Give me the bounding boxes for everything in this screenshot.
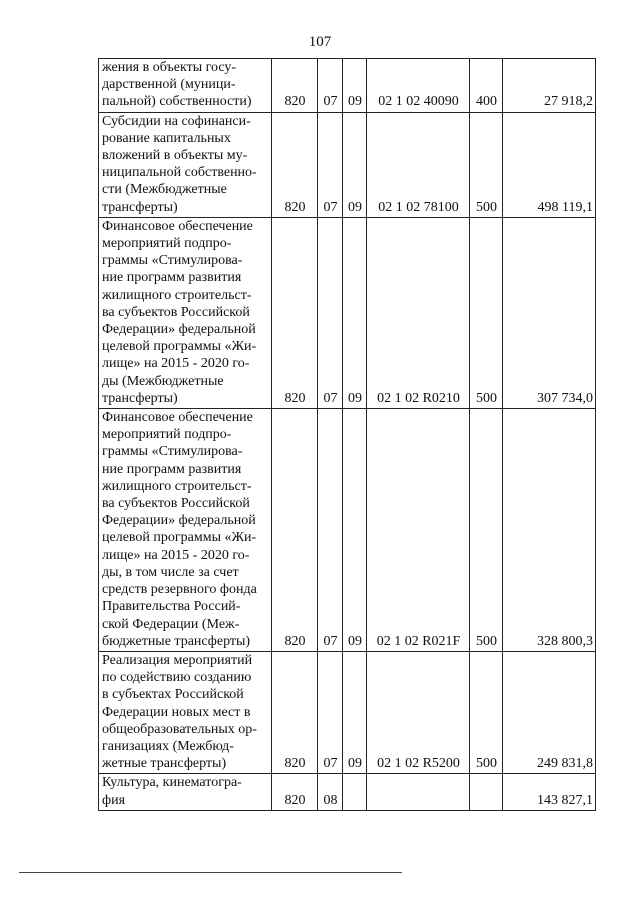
expense-name-cell: Финансовое обеспечение мероприятий подпро- граммы «Стимулирова- ние программ развития жилищного строительст- ва субъектов Российской Федерации» федеральной целевой программы «Жи- лище» на 2015 - 2020 го- ды, в том числе за счет средств резервного фонда Правительства Россий- ской Федерации (Меж- бюджетные трансферты): [99, 409, 272, 652]
target-article-cell: 02 1 02 R5200: [367, 651, 470, 773]
expense-type-cell: 500: [470, 651, 503, 773]
expense-name-cell: жения в объекты госу- дарственной (муници- пальной) собственности): [99, 59, 272, 113]
subsection-code-cell: [343, 774, 367, 810]
page-number: 107: [308, 34, 332, 50]
budget-table: [98, 58, 596, 811]
section-code-cell: 08: [318, 774, 343, 810]
amount-cell: 249 831,8: [503, 651, 596, 773]
section-code-cell: 07: [318, 59, 343, 113]
admin-code-cell: 820: [272, 217, 318, 408]
section-code-cell: 07: [318, 112, 343, 217]
section-code-cell: 07: [318, 651, 343, 773]
expense-name-cell: Реализация мероприятий по содействию созданию в субъектах Российской Федерации новых мест в общеобразовательных ор- ганизациях (Межбюд- жетные трансферты): [99, 651, 272, 773]
target-article-cell: 02 1 02 R0210: [367, 217, 470, 408]
table-row: [99, 409, 596, 652]
amount-cell: 328 800,3: [503, 409, 596, 652]
admin-code-cell: 820: [272, 112, 318, 217]
table-row: [99, 651, 596, 773]
target-article-cell: 02 1 02 R021F: [367, 409, 470, 652]
subsection-code-cell: 09: [343, 112, 367, 217]
section-code-cell: 07: [318, 409, 343, 652]
expense-type-cell: 400: [470, 59, 503, 113]
expense-type-cell: 500: [470, 112, 503, 217]
table-body: [99, 59, 596, 811]
target-article-cell: 02 1 02 78100: [367, 112, 470, 217]
amount-cell: 143 827,1: [503, 774, 596, 810]
expense-name-cell: Финансовое обеспечение мероприятий подпро- граммы «Стимулирова- ние программ развития жилищного строительст- ва субъектов Российской Федерации» федеральной целевой программы «Жи- лище» на 2015 - 2020 го- ды (Межбюджетные трансферты): [99, 217, 272, 408]
admin-code-cell: 820: [272, 651, 318, 773]
amount-cell: 307 734,0: [503, 217, 596, 408]
admin-code-cell: 820: [272, 774, 318, 810]
amount-cell: 498 119,1: [503, 112, 596, 217]
admin-code-cell: 820: [272, 409, 318, 652]
table-row: [99, 217, 596, 408]
table-row: [99, 112, 596, 217]
expense-type-cell: 500: [470, 409, 503, 652]
subsection-code-cell: 09: [343, 651, 367, 773]
expense-name-cell: Культура, кинематогра- фия: [99, 774, 272, 810]
table-row: [99, 774, 596, 810]
footnote-rule: [19, 872, 402, 873]
expense-type-cell: 500: [470, 217, 503, 408]
subsection-code-cell: 09: [343, 217, 367, 408]
subsection-code-cell: 09: [343, 409, 367, 652]
expense-type-cell: [470, 774, 503, 810]
table-row: [99, 59, 596, 113]
section-code-cell: 07: [318, 217, 343, 408]
subsection-code-cell: 09: [343, 59, 367, 113]
expense-name-cell: Субсидии на софинанси- рование капитальных вложений в объекты му- ниципальной собственно- сти (Межбюджетные трансферты): [99, 112, 272, 217]
amount-cell: 27 918,2: [503, 59, 596, 113]
admin-code-cell: 820: [272, 59, 318, 113]
target-article-cell: 02 1 02 40090: [367, 59, 470, 113]
target-article-cell: [367, 774, 470, 810]
